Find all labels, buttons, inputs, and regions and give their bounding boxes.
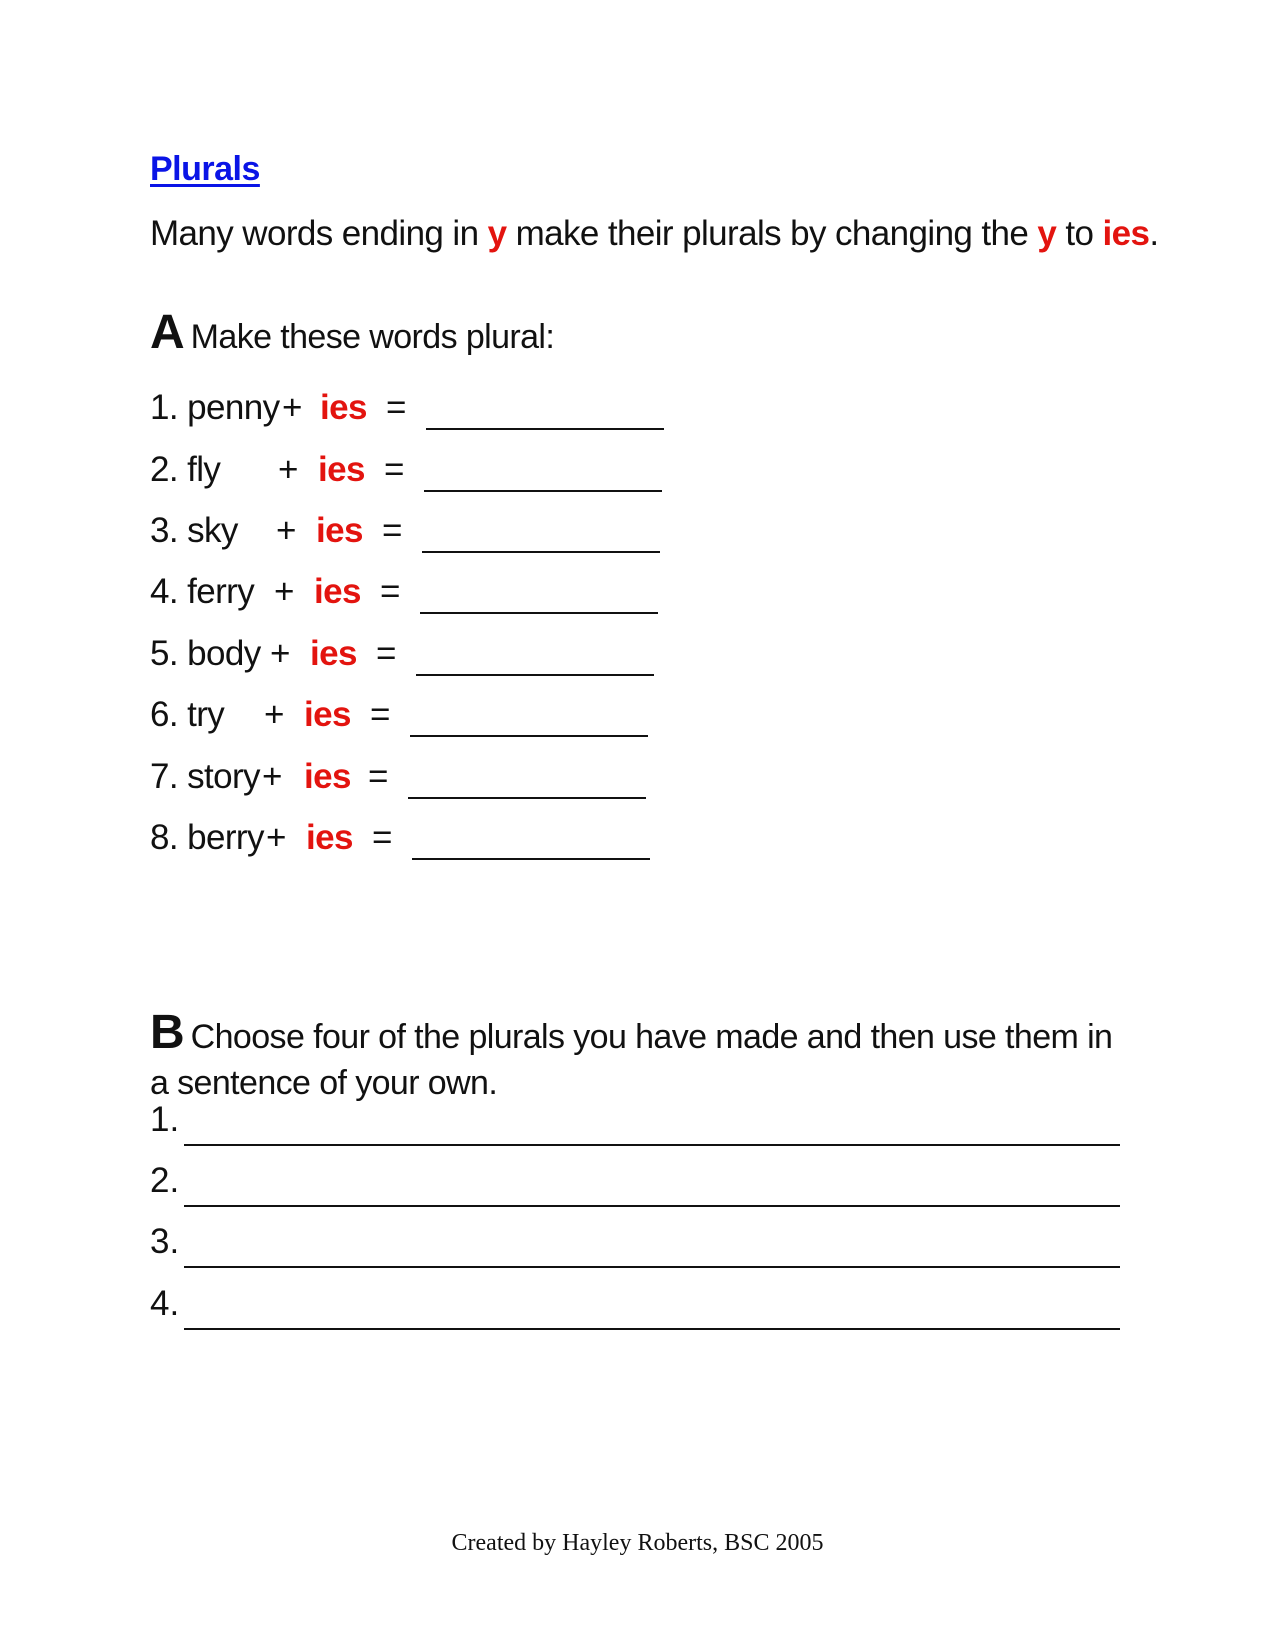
suffix-ies: ies xyxy=(304,695,351,734)
intro-part-3: to xyxy=(1056,214,1103,253)
section-a-instruction: Make these words plural: xyxy=(190,318,555,356)
exercise-word: 8. berry xyxy=(150,818,264,857)
intro-part-4: . xyxy=(1149,214,1159,253)
exercise-word: 6. try xyxy=(150,695,225,734)
sentence-line-1[interactable] xyxy=(184,1144,1120,1146)
sentence-line-3[interactable] xyxy=(184,1266,1120,1268)
intro-sentence xyxy=(150,214,1159,254)
answer-blank-1[interactable] xyxy=(426,428,664,430)
intro-y-1: y xyxy=(487,214,507,253)
suffix-ies: ies xyxy=(310,634,357,673)
plus-sign: + xyxy=(282,388,302,427)
exercise-word: 7. story xyxy=(150,757,260,796)
plus-sign: + xyxy=(270,634,290,673)
equals-sign: = xyxy=(372,818,392,857)
sentence-number: 4. xyxy=(150,1284,180,1323)
equals-sign: = xyxy=(382,511,402,550)
answer-blank-8[interactable] xyxy=(412,858,650,860)
equals-sign: = xyxy=(386,388,406,427)
footer-credit: Created by Hayley Roberts, BSC 2005 xyxy=(451,1530,824,1556)
answer-blank-5[interactable] xyxy=(416,674,654,676)
section-b-instruction: Choose four of the plurals you have made and then use them in a sentence of your own. xyxy=(150,1018,1113,1102)
exercise-word: 3. sky xyxy=(150,511,238,550)
equals-sign: = xyxy=(376,634,396,673)
equals-sign: = xyxy=(368,757,388,796)
sentence-line-2[interactable] xyxy=(184,1205,1120,1207)
sentence-number: 3. xyxy=(150,1222,180,1261)
exercise-word: 1. penny xyxy=(150,388,280,427)
answer-blank-6[interactable] xyxy=(410,735,648,737)
section-b-heading xyxy=(150,1006,1130,1106)
equals-sign: = xyxy=(370,695,390,734)
suffix-ies: ies xyxy=(304,757,351,796)
suffix-ies: ies xyxy=(320,388,367,427)
answer-blank-4[interactable] xyxy=(420,612,658,614)
equals-sign: = xyxy=(384,450,404,489)
sentence-number: 1. xyxy=(150,1100,180,1139)
answer-blank-2[interactable] xyxy=(424,490,662,492)
section-b-letter: B xyxy=(150,1006,185,1059)
exercise-word: 4. ferry xyxy=(150,572,255,611)
section-a-letter: A xyxy=(150,306,185,359)
answer-blank-7[interactable] xyxy=(408,797,646,799)
plus-sign: + xyxy=(264,695,284,734)
suffix-ies: ies xyxy=(318,450,365,489)
exercise-word: 2. fly xyxy=(150,450,221,489)
plus-sign: + xyxy=(278,450,298,489)
suffix-ies: ies xyxy=(316,511,363,550)
plus-sign: + xyxy=(274,572,294,611)
intro-part-2: make their plurals by changing the xyxy=(506,214,1038,253)
equals-sign: = xyxy=(380,572,400,611)
section-a-heading xyxy=(150,305,554,360)
sentence-line-4[interactable] xyxy=(184,1328,1120,1330)
intro-y-2: y xyxy=(1037,214,1057,253)
suffix-ies: ies xyxy=(306,818,353,857)
plus-sign: + xyxy=(266,818,286,857)
sentence-number: 2. xyxy=(150,1161,180,1200)
suffix-ies: ies xyxy=(314,572,361,611)
plus-sign: + xyxy=(276,511,296,550)
intro-part-1: Many words ending in xyxy=(150,214,488,253)
page-title: Plurals xyxy=(150,150,260,188)
intro-ies: ies xyxy=(1102,214,1150,253)
exercise-word: 5. body xyxy=(150,634,261,673)
answer-blank-3[interactable] xyxy=(422,551,660,553)
plus-sign: + xyxy=(262,757,282,796)
